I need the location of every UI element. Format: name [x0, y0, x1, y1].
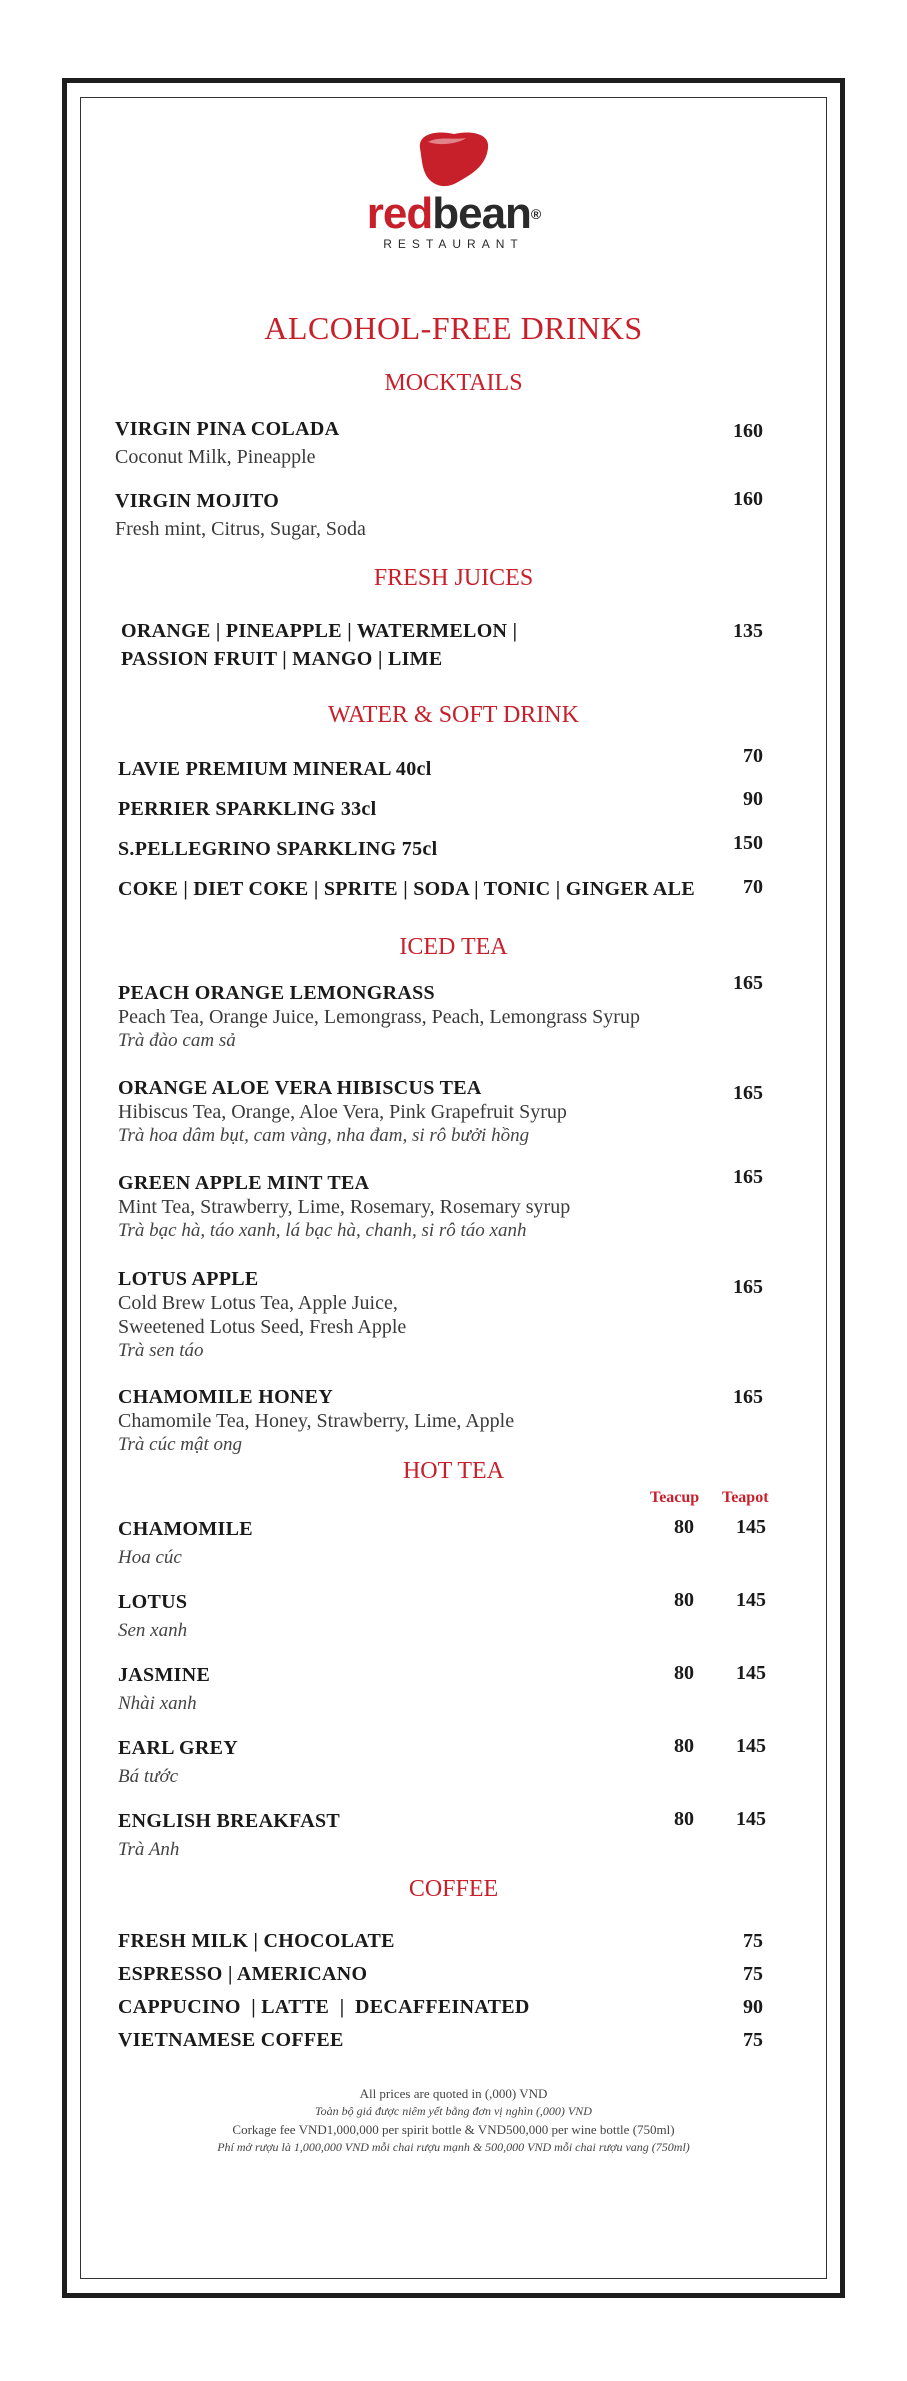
item-price: 75 [743, 1930, 763, 1952]
item-name: LOTUS APPLE [118, 1268, 259, 1290]
item-name: COKE | DIET COKE | SPRITE | SODA | TONIC | GINGER ALE [118, 878, 695, 900]
item-name: CHAMOMILE [118, 1518, 253, 1540]
item-name: ORANGE ALOE VERA HIBISCUS TEA [118, 1077, 482, 1099]
juices-line-2: PASSION FRUIT | MANGO | LIME [121, 648, 443, 670]
item-price: 90 [743, 1996, 763, 2018]
registered-mark: ® [530, 206, 541, 222]
item-name: ESPRESSO | AMERICANO [118, 1963, 368, 1985]
logo [0, 130, 907, 270]
item-viet: Trà cúc mật ong [118, 1434, 243, 1455]
item-price: 90 [743, 788, 763, 810]
item-price: 70 [743, 876, 763, 898]
item-name: CAPPUCINO | LATTE | DECAFFEINATED [118, 1996, 530, 2018]
brand-name-red: red [366, 189, 433, 238]
item-price-teacup: 80 [674, 1808, 694, 1830]
section-title-hot-tea: HOT TEA [402, 1458, 505, 1484]
item-name: JASMINE [118, 1664, 211, 1686]
item-name: VIETNAMESE COFFEE [118, 2029, 344, 2051]
item-name: VIRGIN PINA COLADA [115, 418, 340, 440]
item-desc: Peach Tea, Orange Juice, Lemongrass, Peach, Lemongrass Syrup [118, 1006, 640, 1028]
item-price: 75 [743, 1963, 763, 1985]
item-name: CHAMOMILE HONEY [118, 1386, 334, 1408]
item-viet: Hoa cúc [118, 1547, 182, 1568]
item-name: S.PELLEGRINO SPARKLING 75cl [118, 838, 438, 860]
item-price: 75 [743, 2029, 763, 2051]
item-price: 165 [733, 1276, 763, 1298]
item-desc: Mint Tea, Strawberry, Lime, Rosemary, Rosemary syrup [118, 1196, 571, 1218]
item-desc: Cold Brew Lotus Tea, Apple Juice, [118, 1292, 398, 1314]
item-price-teacup: 80 [674, 1516, 694, 1538]
item-viet: Trà hoa dâm bụt, cam vàng, nha đam, si rô bưởi hồng [118, 1125, 530, 1146]
item-price: 165 [733, 1166, 763, 1188]
brand-subtitle: RESTAURANT [383, 237, 524, 251]
item-desc: Coconut Milk, Pineapple [115, 446, 316, 468]
item-price-teapot: 145 [736, 1735, 766, 1757]
item-price-teapot: 145 [736, 1808, 766, 1830]
item-name: PERRIER SPARKLING 33cl [118, 798, 377, 820]
item-name: FRESH MILK | CHOCOLATE [118, 1930, 395, 1952]
item-price: 70 [743, 745, 763, 767]
item-viet: Trà bạc hà, táo xanh, lá bạc hà, chanh, si rô táo xanh [118, 1220, 527, 1241]
item-name: ENGLISH BREAKFAST [118, 1810, 341, 1832]
item-price: 160 [733, 420, 763, 442]
item-price: 165 [733, 1082, 763, 1104]
item-price-teapot: 145 [736, 1662, 766, 1684]
item-name: PEACH ORANGE LEMONGRASS [118, 982, 435, 1004]
item-name: VIRGIN MOJITO [115, 490, 280, 512]
page-title: ALCOHOL-FREE DRINKS [264, 310, 643, 346]
item-desc-2: Sweetened Lotus Seed, Fresh Apple [118, 1316, 407, 1338]
item-name: GREEN APPLE MINT TEA [118, 1172, 370, 1194]
footer-line-3: Corkage fee VND1,000,000 per spirit bottle & VND500,000 per wine bottle (750ml) [232, 2122, 675, 2137]
item-price-teapot: 145 [736, 1589, 766, 1611]
bean-logo-icon [414, 130, 494, 192]
item-viet: Trà đào cam sả [118, 1030, 236, 1051]
footer-line-4: Phí mở rượu là 1,000,000 VND mỗi chai rượu mạnh & 500,000 VND mỗi chai rượu vang (750ml) [217, 2140, 690, 2154]
item-price-teacup: 80 [674, 1662, 694, 1684]
section-title-coffee: COFFEE [408, 1876, 499, 1902]
column-header-teapot: Teapot [722, 1489, 769, 1506]
footer-line-1: All prices are quoted in (,000) VND [359, 2086, 548, 2101]
item-price-teacup: 80 [674, 1735, 694, 1757]
item-name: EARL GREY [118, 1737, 238, 1759]
section-title-mocktails: MOCKTAILS [384, 370, 523, 396]
item-viet: Nhài xanh [118, 1693, 197, 1714]
item-desc: Chamomile Tea, Honey, Strawberry, Lime, Apple [118, 1410, 515, 1432]
brand-name-dark: bean [432, 189, 531, 238]
item-price: 160 [733, 488, 763, 510]
item-viet: Bá tước [118, 1766, 179, 1787]
item-desc: Fresh mint, Citrus, Sugar, Soda [115, 518, 366, 540]
section-title-iced-tea: ICED TEA [399, 934, 508, 960]
section-title-water: WATER & SOFT DRINK [328, 702, 579, 728]
item-price-teapot: 145 [736, 1516, 766, 1538]
item-price: 150 [733, 832, 763, 854]
item-price-teacup: 80 [674, 1589, 694, 1611]
juices-price: 135 [733, 620, 763, 642]
item-viet: Trà sen táo [118, 1340, 204, 1361]
juices-line-1: ORANGE | PINEAPPLE | WATERMELON | [121, 620, 518, 642]
item-viet: Sen xanh [118, 1620, 188, 1641]
column-header-teacup: Teacup [650, 1489, 700, 1506]
section-title-juices: FRESH JUICES [373, 565, 534, 591]
item-viet: Trà Anh [118, 1839, 180, 1860]
item-price: 165 [733, 972, 763, 994]
item-name: LAVIE PREMIUM MINERAL 40cl [118, 758, 432, 780]
item-price: 165 [733, 1386, 763, 1408]
footer-line-2: Toàn bộ giá được niêm yết bằng đơn vị nghìn (,000) VND [315, 2104, 592, 2118]
item-name: LOTUS [118, 1591, 188, 1613]
item-desc: Hibiscus Tea, Orange, Aloe Vera, Pink Grapefruit Syrup [118, 1101, 567, 1123]
